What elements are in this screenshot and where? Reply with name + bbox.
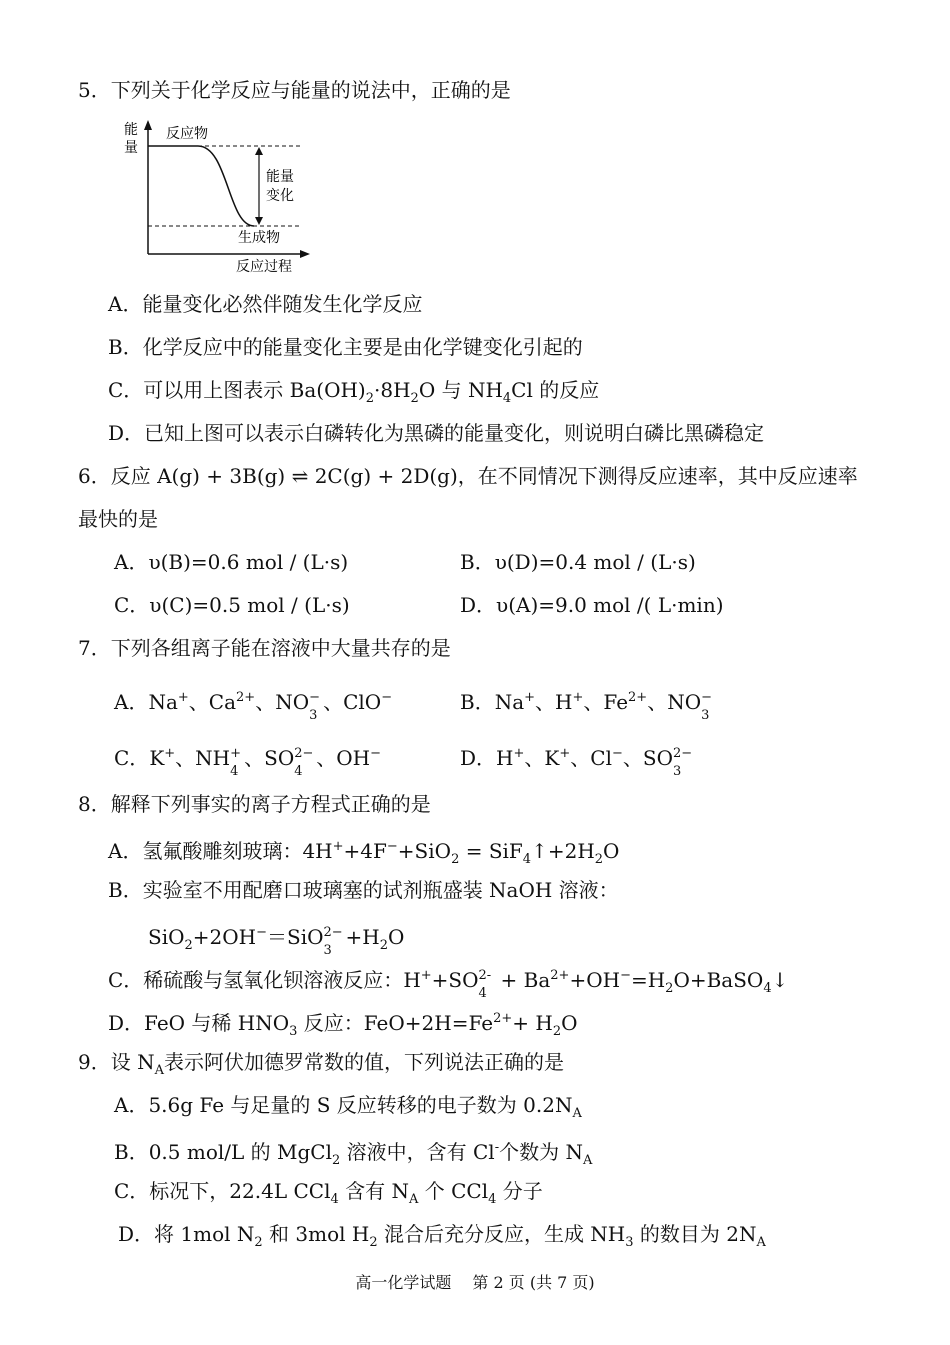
- q8-option-d: D．FeO 与稀 $HNO_3$ 反应：$FeO+2H=Fe^{2+}+ H_2O$: [108, 1011, 578, 1039]
- energy-diagram: [118, 116, 318, 276]
- q8-stem: 8．解释下列事实的离子方程式正确的是: [78, 792, 431, 816]
- q5-option-b: B．化学反应中的能量变化主要是由化学键变化引起的: [108, 335, 583, 359]
- q6-stem-line2: 最快的是: [78, 507, 158, 531]
- q8-option-a: A．氢氟酸雕刻玻璃：$4H^++4F^-+SiO_2 = SiF_4↑+2H_2O$: [108, 839, 620, 867]
- q7-option-b: B．Na+、H+、$Fe^{2+}$、NO − 3: [460, 689, 713, 723]
- q5-option-c: C．可以用上图表示 $Ba(OH)_2\cdot 8H_2O$ 与 $NH_4Cl$ 的反应: [108, 378, 600, 406]
- q8-option-b: B．实验室不用配磨口玻璃塞的试剂瓶盛装 NaOH 溶液：: [108, 878, 619, 902]
- q9-option-d: D．将 1mol $N_2$ 和 3mol $H_2$ 混合后充分反应，生成 $NH_3$ 的数目为 $2N_A$: [118, 1222, 766, 1250]
- q5-option-d: D．已知上图可以表示白磷转化为黑磷的能量变化，则说明白磷比黑磷稳定: [108, 421, 765, 445]
- energy-change-label-1: 能量: [266, 169, 294, 185]
- q6-option-a: A．υ(B)=0.6 mol / (L·s): [114, 550, 349, 574]
- energy-change-label-2: 变化: [266, 188, 294, 204]
- q6-option-d: D．υ(A)=9.0 mol /( L·min): [460, 593, 724, 617]
- q8-option-b-equation: SiO$_2$+2OH−＝SiO 2− 3 $+H_2O$: [148, 924, 405, 958]
- q9-option-c: C．标况下，22.4L CCl$_4$ 含有 $N_A$ 个 CCl$_4$ 分子: [114, 1179, 543, 1207]
- q7-stem: 7．下列各组离子能在溶液中大量共存的是: [78, 636, 451, 660]
- q7-option-c: C．K+、NH + 4 、SO 2− 4 、OH−: [114, 745, 381, 779]
- y-axis-label-2: 量: [124, 140, 138, 156]
- x-axis-label: 反应过程: [236, 259, 292, 275]
- y-axis-label-1: 能: [124, 122, 138, 138]
- q7-option-d: D．H+、K+、Cl−、SO 2− 3: [460, 745, 693, 779]
- q5-option-a: A．能量变化必然伴随发生化学反应: [108, 292, 423, 316]
- q7-option-a: A．Na+、$Ca^{2+}$、NO − 3 、ClO−: [114, 689, 393, 723]
- q9-option-a: A．5.6g Fe 与足量的 S 反应转移的电子数为 $0.2N_A$: [114, 1093, 582, 1121]
- page-footer: 高一化学试题 第 2 页 (共 7 页): [355, 1273, 595, 1292]
- q6-option-b: B．υ(D)=0.4 mol / (L·s): [460, 550, 696, 574]
- product-label: 生成物: [238, 230, 280, 246]
- q6-option-c: C．υ(C)=0.5 mol / (L·s): [114, 593, 350, 617]
- q8-option-c: C．稀硫酸与氢氧化钡溶液反应：H++SO 2- 4 + $Ba^{2+}+OH^-=H_2O+BaSO_4↓$: [108, 967, 789, 1001]
- q9-stem: 9．设 $N_A$表示阿伏加德罗常数的值，下列说法正确的是: [78, 1050, 564, 1078]
- q6-stem-line1: 6．反应 A(g) + 3B(g) ⇌ 2C(g) + 2D(g)，在不同情况下测得反应速率，其中反应速率: [78, 464, 858, 488]
- q5-stem: 5．下列关于化学反应与能量的说法中，正确的是: [78, 78, 511, 102]
- q9-option-b: B．0.5 mol/L 的 MgCl$_2$ 溶液中，含有 Cl-个数为 $N_A$: [114, 1140, 593, 1168]
- reactant-label: 反应物: [166, 126, 208, 142]
